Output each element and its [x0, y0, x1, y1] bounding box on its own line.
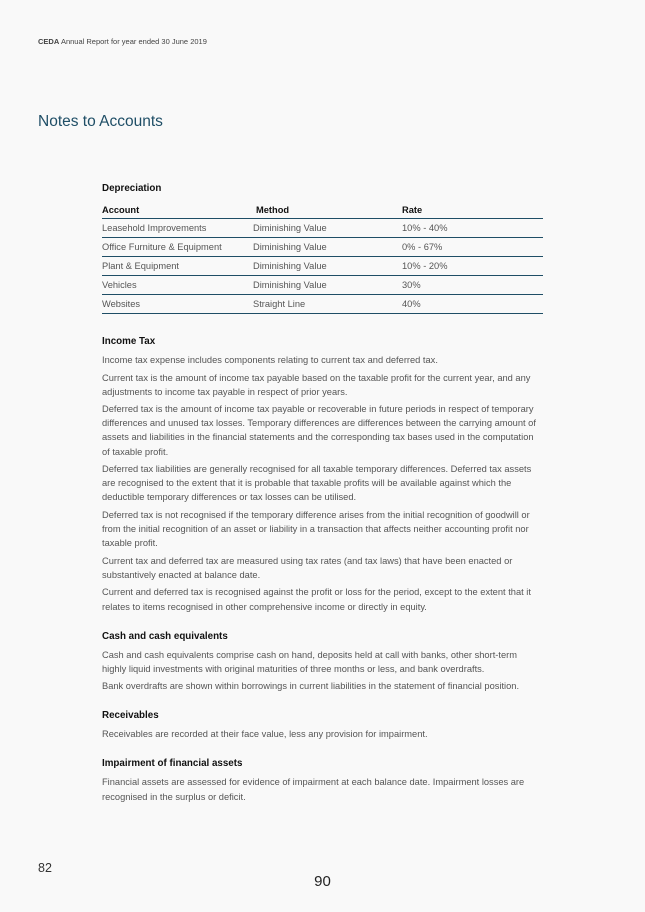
account-cell: Plant & Equipment	[102, 257, 253, 276]
column-header-account: Account	[102, 201, 253, 219]
rate-cell: 10% - 40%	[402, 219, 543, 238]
depreciation-table	[102, 201, 543, 314]
table-header-row	[102, 201, 543, 219]
account-cell: Websites	[102, 295, 253, 314]
paragraph: Income tax expense includes components relating to current tax and deferred tax.	[102, 355, 438, 365]
impairment-section	[102, 757, 543, 803]
paragraph: Receivables are recorded at their face value, less any provision for impairment.	[102, 729, 428, 740]
header-subtitle: Annual Report for year ended 30 June 2019	[60, 37, 207, 46]
paragraph: Bank overdrafts are shown within borrowings in current liabilities in the statement of financial position.	[102, 681, 520, 692]
impairment-heading: Impairment of financial assets	[102, 758, 243, 770]
paragraph: Deferred tax is not recognised if the temporary difference arises from the initial recognition of goodwill or from the initial recognition of an asset or liability in a transaction that affects neither accounting profit nor taxable profit.	[102, 509, 530, 549]
viewer-page-number: 90	[314, 873, 331, 890]
header-org: CEDA	[38, 37, 60, 46]
account-cell: Office Furniture & Equipment	[102, 238, 253, 257]
table-row	[102, 276, 543, 295]
receivables-heading: Receivables	[102, 710, 159, 722]
column-header-rate: Rate	[402, 201, 543, 219]
rate-cell: 40%	[402, 295, 543, 314]
cash-section	[102, 630, 543, 694]
table-row	[102, 295, 543, 314]
method-cell: Diminishing Value	[253, 219, 402, 238]
method-cell: Diminishing Value	[253, 257, 402, 276]
receivables-section	[102, 709, 543, 741]
method-cell: Diminishing Value	[253, 276, 402, 295]
account-cell: Vehicles	[102, 276, 253, 295]
paragraph: Cash and cash equivalents comprise cash on hand, deposits held at call with banks, other short-term highly liquid investments with original maturities of three months or less, and bank overdrafts.	[102, 649, 517, 674]
table-row	[102, 238, 543, 257]
page-title: Notes to Accounts	[38, 113, 163, 130]
paragraph: Deferred tax liabilities are generally recognised for all taxable temporary differences. Deferred tax assets are recognised to the extent that it is probable that taxable profits will be available against which the deductible temporary differences or tax losses can be utilised.	[102, 464, 532, 503]
paragraph: Financial assets are assessed for evidence of impairment at each balance date. Impairment losses are recognised in the surplus or deficit.	[102, 777, 525, 802]
depreciation-heading: Depreciation	[102, 183, 162, 194]
paragraph: Current tax is the amount of income tax payable based on the taxable profit for the current year, and any adjustments to income tax payable in respect of prior years.	[102, 372, 531, 397]
method-cell: Straight Line	[253, 295, 402, 314]
running-header	[38, 37, 207, 46]
cash-heading: Cash and cash equivalents	[102, 630, 228, 642]
column-header-method: Method	[253, 201, 402, 219]
rate-cell: 30%	[402, 276, 543, 295]
table-row	[102, 257, 543, 276]
income-tax-heading: Income Tax	[102, 336, 156, 347]
paragraph: Current tax and deferred tax are measured using tax rates (and tax laws) that have been enacted or substantively enacted at balance date.	[102, 555, 513, 580]
table-row	[102, 219, 543, 238]
paragraph: Deferred tax is the amount of income tax payable or recoverable in future periods in respect of temporary differences and unused tax losses. Temporary differences are differences between the carrying amount of assets and liabilities in the financial statements and the corresponding tax bases used in the computation of taxable profit.	[102, 404, 536, 457]
income-tax-section	[102, 335, 543, 614]
paragraph: Current and deferred tax is recognised against the profit or loss for the period, except to the extent that it relates to items recognised in other comprehensive income or directly in equity.	[102, 587, 531, 612]
printed-page-number: 82	[38, 861, 52, 875]
rate-cell: 0% - 67%	[402, 238, 543, 257]
rate-cell: 10% - 20%	[402, 257, 543, 276]
account-cell: Leasehold Improvements	[102, 219, 253, 238]
content	[102, 182, 543, 807]
method-cell: Diminishing Value	[253, 238, 402, 257]
